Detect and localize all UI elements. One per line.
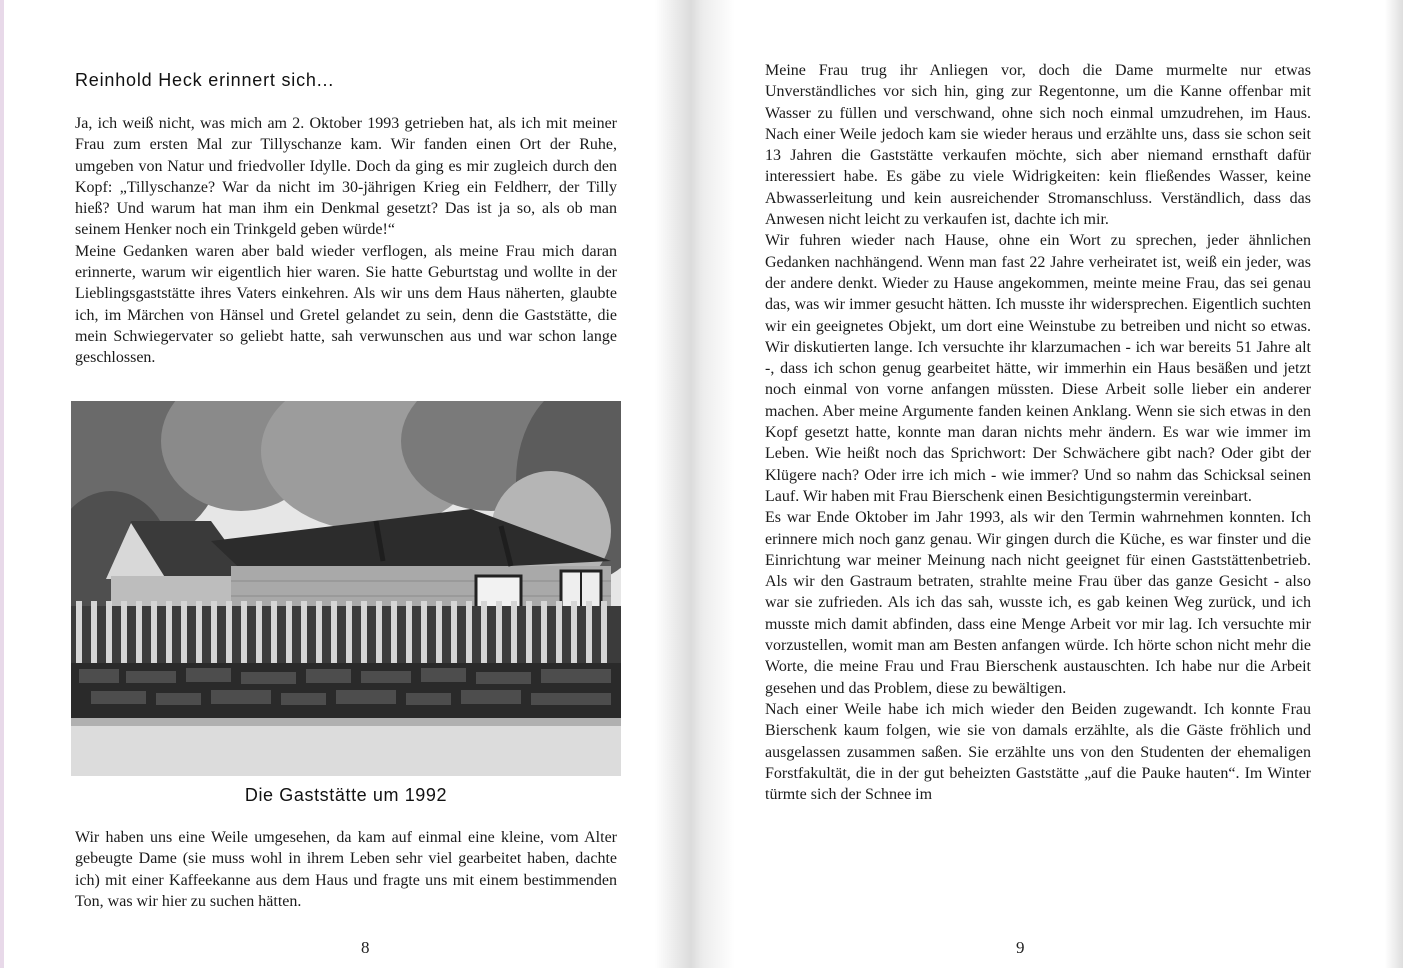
photo-caption: Die Gaststätte um 1992 <box>244 785 448 805</box>
scan-edge <box>0 0 4 968</box>
right-text-block <box>765 60 1311 805</box>
page-edge-shadow <box>1385 0 1403 968</box>
left-text-block-top <box>75 113 617 369</box>
right-paragraph-4: Nach einer Weile habe ich mich wieder den Beiden zugewandt. Ich konnte Frau Bierschenk kaum folgen, wie sie von damals erzählte, als die Gäste fröhlich und ausgelassen zusammen saßen. Sie erzählte uns von den Studenten der ehemaligen Forstfakultät, die in der gut beheizten Gaststätte „auf die Pauke hauten“. Im Winter türmte sich der Schnee im <box>765 700 1311 804</box>
page-number-left: 8 <box>361 938 370 957</box>
right-paragraph-2: Wir fuhren wieder nach Hause, ohne ein Wort zu sprechen, jeder ähnlichen Gedanken nachhängend. Wenn man fast 22 Jahre verheiratet ist, weiß ein jeder, was der andere denkt. Wieder zu Hause angekommen, meinte meine Frau, das sei genau das, was wir immer gesucht hätten. Ich musste ihr widersprechen. Eigentlich suchten wir ein geeignetes Objekt, um dort eine Weinstube zu betreiben und nicht so etwas. Wir diskutierten lange. Ich versuchte ihr klarzumachen - ich war bereits 51 Jahre alt -, dass ich schon genug gearbeitet hätte, wir immerhin ein Haus besäßen und jetzt noch einmal von vorne anfangen müssten. Diese Arbeit solle lieber ein anderer machen. Aber meine Argumente fanden keinen Anklang. Wenn sie sich etwas in den Kopf gesetzt hatte, konnte man daran nichts mehr ändern. Es war wie immer im Leben. Wie heißt noch das Sprichwort: Der Schwächere gibt nach? Oder gibt der Klügere nach? Oder irre ich mich - wie immer? Und so nahm das Schicksal seinen Lauf. Wir haben mit Frau Bierschenk einen Besichtigungstermin vereinbart. <box>765 232 1311 505</box>
paragraph-3: Wir haben uns eine Weile umgesehen, da kam auf einmal eine kleine, vom Alter gebeugte Dame (sie muss wohl in ihrem Leben sehr viel gearbeitet haben, dachte ich) mit einer Kaffeekanne aus dem Haus und fragte uns mit einem bestimmenden Ton, was wir hier zu suchen hätten. <box>75 829 617 910</box>
right-paragraph-3: Es war Ende Oktober im Jahr 1993, als wir den Termin wahrnehmen konnten. Ich erinnere mich noch ganz genau. Wir gingen durch die Küche, es war finster und die Einrichtung war meiner Meinung nach nicht geeignet für einen Gaststättenbetrieb. Als wir den Gastraum betraten, strahlte meine Frau über das ganze Gesicht - also war sie zufrieden. Als ich das sah, wusste ich, es gab keinen Weg zurück, und ich musste mich damit abfinden, dass eine Menge Arbeit vor mir lag. Ich versuchte mir vorzustellen, womit man am Besten anfangen würde. Ich hörte schon nicht mehr die Worte, die meine Frau und Frau Bierschenk austauschten. Ich habe nur die Arbeit gesehen und das Problem, diese zu bewältigen. <box>765 509 1311 697</box>
paragraph-1: Ja, ich weiß nicht, was mich am 2. Oktober 1993 getrieben hat, als ich mit meiner Frau zum ersten Mal zur Tillyschanze kam. Wir fanden einen Ort der Ruhe, umgeben von Natur und friedvoller Idylle. Doch da ging es mir zugleich durch den Kopf: „Tillyschanze? War da nicht im 30-jährigen Krieg ein Feldherr, der Tilly hieß? Und warum hat man ihm ein Denkmal gesetzt? Das ist ja so, als ob man seinem Henker noch ein Trinkgeld geben würde!“ <box>75 115 617 239</box>
photo-restaurant-1992 <box>71 401 621 776</box>
right-paragraph-1: Meine Frau trug ihr Anliegen vor, doch die Dame murmelte nur etwas Unverständliches vor sich hin, ging zur Regentonne, um die Kanne offenbar mit Wasser zu füllen und verschwand, ohne sich noch einmal umzudrehen, im Haus. Nach einer Weile jedoch kam sie wieder heraus und erzählte uns, dass sie schon seit 13 Jahren die Gaststätte verkaufen möchte, sich aber niemand ernsthaft dafür interessiert habe. Es gäbe zu viele Widrigkeiten: kein fließendes Wasser, keine Abwasserleitung und kein ausreichender Stromanschluss. Verständlich, dass das Anwesen nicht leicht zu verkaufen ist, dachte ich mir. <box>765 62 1311 229</box>
chapter-heading: Reinhold Heck erinnert sich... <box>75 70 335 90</box>
page-number-right: 9 <box>1016 938 1025 957</box>
book-gutter-shadow <box>655 0 735 968</box>
photo-illustration <box>71 401 621 776</box>
left-page <box>0 0 690 968</box>
paragraph-2: Meine Gedanken waren aber bald wieder verflogen, als meine Frau mich daran erinnerte, warum wir eigentlich hier waren. Sie hatte Geburtstag und wollte in der Lieblingsgaststätte ihres Vaters einkehren. Als wir uns dem Haus näherten, glaubte ich, im Märchen von Hänsel und Gretel gelandet zu sein, denn die Gaststätte, die mein Schwiegervater so geliebt hatte, sah verwunschen aus und war schon lange geschlossen. <box>75 242 617 367</box>
